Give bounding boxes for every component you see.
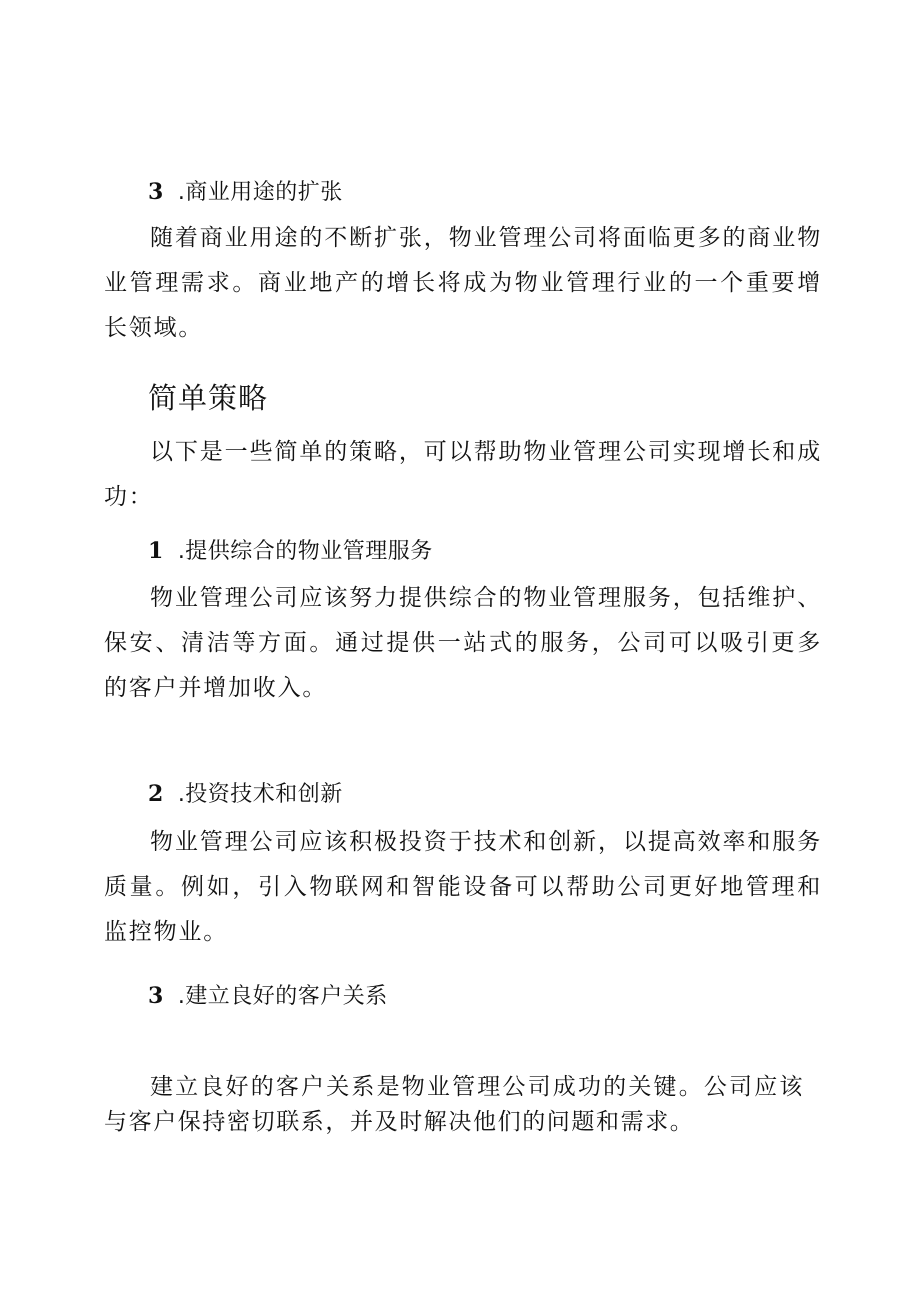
- section-number: 1: [148, 538, 164, 564]
- section-number: 3: [148, 179, 164, 205]
- section-heading-strategy-1: [148, 535, 433, 568]
- section-number: 3: [148, 983, 164, 1009]
- paragraph-strategies-intro: 以下是一些简单的策略，可以帮助物业管理公司实现增长和成功：: [104, 439, 822, 510]
- paragraph-strategy-3: 建立良好的客户关系是物业管理公司成功的关键。公司应该与客户保持密切联系，并及时解决他们的问题和需求。: [104, 1074, 804, 1135]
- section-title: .建立良好的客户关系: [177, 984, 388, 1009]
- section-title: .商业用途的扩张: [177, 180, 343, 205]
- paragraph-strategy-2: 物业管理公司应该积极投资于技术和创新，以提高效率和服务质量。例如，引入物联网和智能设备可以帮助公司更好地管理和监控物业。: [104, 829, 822, 945]
- section-title: .提供综合的物业管理服务: [177, 539, 433, 564]
- section-heading-commercial-expansion: [148, 176, 343, 209]
- paragraph-commercial-expansion: 随着商业用途的不断扩张，物业管理公司将面临更多的商业物业管理需求。商业地产的增长将成为物业管理行业的一个重要增长领域。: [104, 225, 822, 341]
- paragraph-strategy-1: 物业管理公司应该努力提供综合的物业管理服务，包括维护、保安、清洁等方面。通过提供一站式的服务，公司可以吸引更多的客户并增加收入。: [104, 585, 822, 701]
- section-title: .投资技术和创新: [177, 782, 343, 807]
- heading-simple-strategies: 简单策略: [148, 381, 269, 415]
- section-number: 2: [148, 781, 164, 807]
- section-heading-strategy-2: [148, 778, 343, 811]
- section-heading-strategy-3: [148, 980, 388, 1013]
